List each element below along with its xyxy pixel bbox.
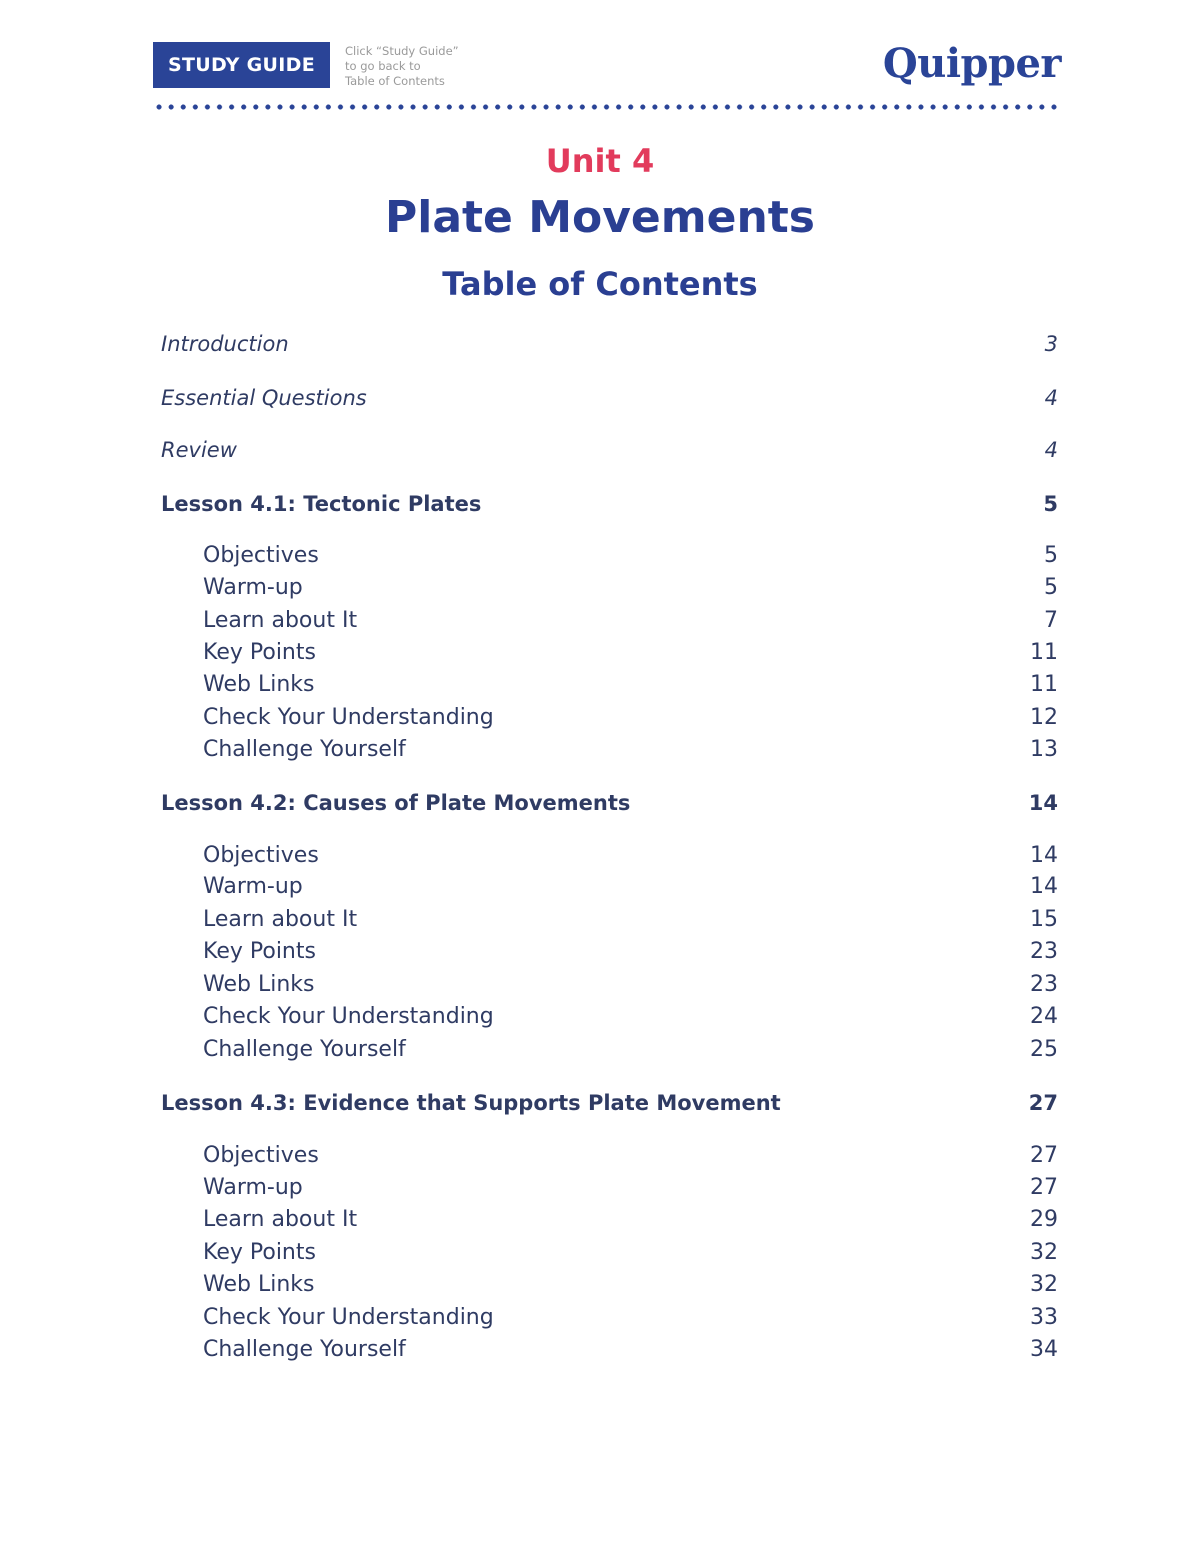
toc-subentry-page: 24 — [1030, 1004, 1058, 1029]
toc-subentry-label: Challenge Yourself — [203, 1337, 406, 1362]
toc-lesson-label: Lesson 4.2: Causes of Plate Movements — [161, 791, 631, 815]
toc-subentry[interactable] — [161, 972, 1058, 1004]
toc-subentry-page: 11 — [1030, 640, 1058, 665]
toc-subentry-label: Key Points — [203, 640, 316, 665]
toc-lesson-4-2[interactable] — [161, 791, 1058, 823]
toc-subentry[interactable] — [161, 543, 1058, 575]
toc-subentry[interactable] — [161, 1037, 1058, 1069]
toc-entry-page: 4 — [1044, 386, 1058, 410]
toc-subentry-label: Key Points — [203, 939, 316, 964]
quipper-logo: Quipper — [882, 40, 1061, 87]
toc-subentry-page: 13 — [1030, 737, 1058, 762]
toc-subentry-page: 23 — [1030, 939, 1058, 964]
toc-subentry-page: 11 — [1030, 672, 1058, 697]
toc-subentry[interactable] — [161, 1272, 1058, 1304]
toc-lesson-page: 14 — [1028, 791, 1058, 815]
toc-entry-review[interactable] — [161, 438, 1058, 470]
page-title: Plate Movements — [385, 192, 815, 243]
toc-subentry[interactable] — [161, 672, 1058, 704]
toc-subentry[interactable] — [161, 1337, 1058, 1369]
toc-entry-label: Introduction — [161, 332, 289, 356]
toc-subentry[interactable] — [161, 1004, 1058, 1036]
toc-subentry-label: Objectives — [203, 843, 319, 868]
toc-subentry[interactable] — [161, 737, 1058, 769]
toc-subentry-label: Check Your Understanding — [203, 705, 494, 730]
toc-subentry-page: 23 — [1030, 972, 1058, 997]
toc-subentry[interactable] — [161, 640, 1058, 672]
toc-subentry-label: Key Points — [203, 1240, 316, 1265]
toc-subentry-label: Learn about It — [203, 907, 358, 932]
unit-label: Unit 4 — [545, 142, 655, 180]
toc-subentry[interactable] — [161, 1175, 1058, 1207]
study-guide-button[interactable]: STUDY GUIDE — [153, 42, 330, 88]
toc-heading: Table of Contents — [442, 265, 758, 303]
toc-subentry-page: 12 — [1030, 705, 1058, 730]
toc-subentry-page: 32 — [1030, 1272, 1058, 1297]
hint-line: Click “Study Guide” — [345, 44, 459, 58]
toc-subentry[interactable] — [161, 843, 1058, 875]
toc-subentry[interactable] — [161, 874, 1058, 906]
toc-subentry-label: Objectives — [203, 1143, 319, 1168]
toc-subentry-label: Check Your Understanding — [203, 1004, 494, 1029]
toc-lesson-4-1[interactable] — [161, 492, 1058, 524]
toc-subentry-page: 25 — [1030, 1037, 1058, 1062]
toc-subentry-page: 5 — [1044, 575, 1058, 600]
toc-entry-page: 4 — [1044, 438, 1058, 462]
toc-entry-label: Review — [161, 438, 237, 462]
toc-subentry-page: 14 — [1030, 874, 1058, 899]
hint-line: Table of Contents — [345, 74, 445, 88]
toc-lesson-4-3[interactable] — [161, 1091, 1058, 1123]
toc-subentry-label: Learn about It — [203, 1207, 358, 1232]
toc-lesson-label: Lesson 4.3: Evidence that Supports Plate Movement — [161, 1091, 781, 1115]
toc-subentry-label: Web Links — [203, 1272, 315, 1297]
toc-subentry-page: 15 — [1030, 907, 1058, 932]
toc-subentry-page: 32 — [1030, 1240, 1058, 1265]
toc-lesson-label: Lesson 4.1: Tectonic Plates — [161, 492, 482, 516]
page-header — [153, 42, 1061, 92]
study-guide-hint — [345, 44, 459, 89]
toc-lesson-page: 5 — [1043, 492, 1058, 516]
toc-subentry-page: 5 — [1044, 543, 1058, 568]
toc-subentry[interactable] — [161, 1240, 1058, 1272]
toc-subentry[interactable] — [161, 907, 1058, 939]
toc-subentry[interactable] — [161, 608, 1058, 640]
toc-subentry-label: Web Links — [203, 672, 315, 697]
hint-line: to go back to — [345, 59, 421, 73]
toc-subentry-label: Challenge Yourself — [203, 737, 406, 762]
toc-subentry-page: 14 — [1030, 843, 1058, 868]
toc-subentry-label: Warm-up — [203, 1175, 303, 1200]
toc-subentry[interactable] — [161, 1207, 1058, 1239]
toc-subentry-label: Check Your Understanding — [203, 1305, 494, 1330]
toc-subentry[interactable] — [161, 705, 1058, 737]
toc-subentry-page: 7 — [1044, 608, 1058, 633]
toc-subentry-label: Warm-up — [203, 874, 303, 899]
toc-subentry-label: Learn about It — [203, 608, 358, 633]
toc-subentry-label: Objectives — [203, 543, 319, 568]
dotted-divider — [153, 104, 1061, 110]
toc-subentry-page: 33 — [1030, 1305, 1058, 1330]
toc-entry-essential-questions[interactable] — [161, 386, 1058, 418]
toc-entry-page: 3 — [1044, 332, 1058, 356]
toc-subentry-page: 34 — [1030, 1337, 1058, 1362]
toc-subentry[interactable] — [161, 575, 1058, 607]
toc-subentry[interactable] — [161, 939, 1058, 971]
toc-entry-label: Essential Questions — [161, 386, 367, 410]
toc-entry-introduction[interactable] — [161, 332, 1058, 364]
toc-subentry-label: Web Links — [203, 972, 315, 997]
toc-subentry-label: Challenge Yourself — [203, 1037, 406, 1062]
toc-subentry[interactable] — [161, 1143, 1058, 1175]
toc-subentry-page: 27 — [1030, 1143, 1058, 1168]
toc-subentry-page: 29 — [1030, 1207, 1058, 1232]
toc-subentry[interactable] — [161, 1305, 1058, 1337]
toc-lesson-page: 27 — [1028, 1091, 1058, 1115]
toc-subentry-page: 27 — [1030, 1175, 1058, 1200]
toc-subentry-label: Warm-up — [203, 575, 303, 600]
